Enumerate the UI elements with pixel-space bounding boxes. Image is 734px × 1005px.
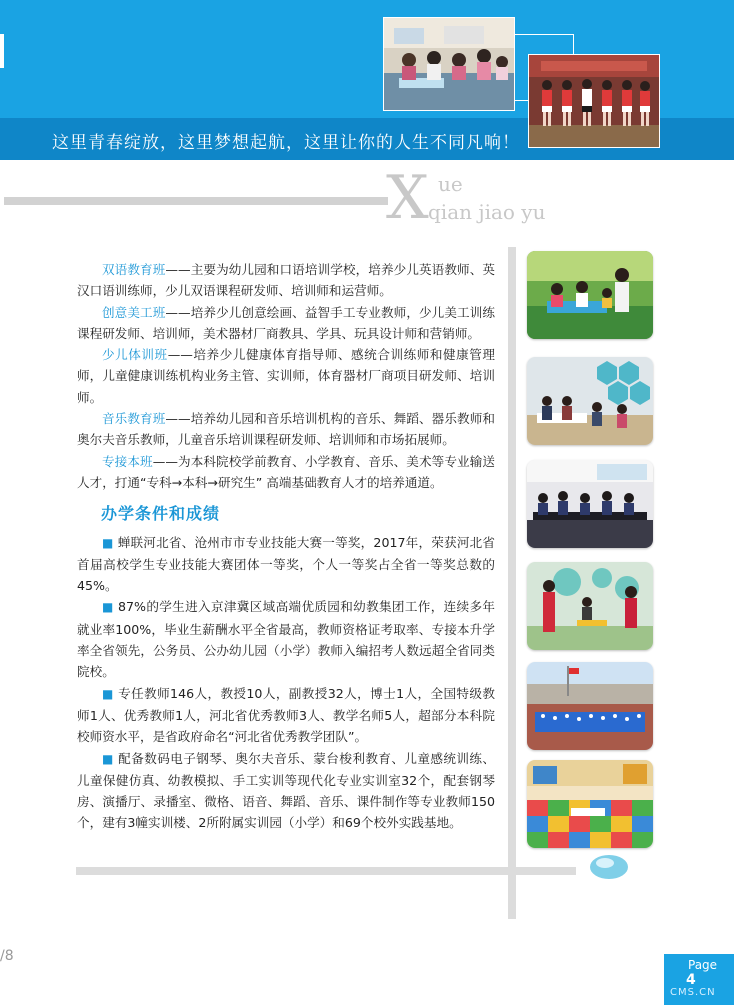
achievement-paragraph: ■ 蝉联河北省、沧州市市专业技能大赛一等奖，2017年，荣获河北省首届高校学生专业技能大赛团体一等奖，个人一等奖占全省一等奖总数的45%。 xyxy=(77,534,495,594)
section-heading: 办学条件和成绩 xyxy=(101,504,221,524)
program-paragraph xyxy=(77,259,495,302)
page-badge-number: 4 xyxy=(686,972,696,988)
program-description: ——培养幼儿园和音乐培训机构的音乐、舞蹈、器乐教师和奥尔夫音乐教师，儿童音乐培训课程研发师、培训师和市场拓展师。 xyxy=(77,411,496,448)
banner-photo-performance xyxy=(528,54,660,148)
program-name: 少儿体训班 xyxy=(102,347,168,363)
achievement-paragraph: ■ 专任教师146人，教授10人，副教授32人，博士1人，全国特级教师1人、优秀教师1人，河北省优秀教师3人、教学名师5人，超部分本科院校师资水平，是省政府命名“河北省优秀教学团队”。 xyxy=(77,685,495,745)
program-name: 双语教育班 xyxy=(102,262,166,277)
program-description: ——培养少儿创意绘画、益智手工专业教师，少儿美工训练课程研发师、培训师，美术器材厂商教具、学具、玩具设计师和营销师。 xyxy=(77,304,496,341)
page-badge-label: Page xyxy=(688,958,718,972)
photo-connector-line xyxy=(513,100,528,101)
side-photo-hexagon-room xyxy=(527,357,653,445)
bullet-square-icon: ■ xyxy=(102,751,114,766)
achievement-paragraph: ■ 87%的学生进入京津冀区域高端优质园和幼教集团工作，连续多年就业率100%，毕业生薪酬水平全省最高，教师资格证考取率、专接本升学率全省领先，公务员、公办幼儿园（小学）教师入编招考人数远超全省同类院校。 xyxy=(77,599,495,680)
program-paragraph xyxy=(77,302,495,345)
bullet-square-icon: ■ xyxy=(102,686,114,701)
program-paragraph xyxy=(77,451,495,494)
program-name: 创意美工班 xyxy=(102,304,166,320)
page-badge-watermark: CMS.CN xyxy=(670,987,716,998)
photo-connector-line xyxy=(513,34,573,35)
side-photo-sensory-training xyxy=(527,562,653,650)
page-fraction: /8 xyxy=(0,948,14,964)
article-body xyxy=(77,259,495,834)
bottom-divider-bar xyxy=(76,867,576,875)
decorative-drop-icon xyxy=(589,852,629,880)
program-name: 专接本班 xyxy=(102,453,153,469)
program-description: ——主要为幼儿园和口语培训学校，培养少儿英语教师、英汉口语训练师，少儿双语课程研发师、培训师和运营师。 xyxy=(77,262,496,299)
banner-photo-classroom xyxy=(383,17,515,111)
page-badge xyxy=(664,954,734,1005)
bullet-square-icon: ■ xyxy=(102,600,114,615)
decorative-line-2: qian jiao yu xyxy=(428,200,546,224)
vertical-divider-bar xyxy=(508,247,516,919)
side-photo-playroom xyxy=(527,760,653,848)
decorative-line-1: ue xyxy=(438,172,463,196)
side-photo-children-activity xyxy=(527,251,653,339)
program-name: 音乐教育班 xyxy=(102,411,166,427)
banner-slogan: 这里青春绽放，这里梦想起航，这里让你的人生不同凡响！ xyxy=(52,133,520,153)
achievement-paragraph: ■ 配备数码电子钢琴、奥尔夫音乐、蒙台梭利教育、儿童感统训练、儿童保健仿真、幼教模拟、手工实训等现代化专业实训室32个，配套钢琴房、演播厅、录播室、微格、语音、舞蹈、音乐、课件制作等专业教师150个，建有3幢实训楼、2所附属实训园（小学）和69个校外实践基地。 xyxy=(77,750,495,831)
program-description: ——培养少儿健康体育指导师、感统合训练师和健康管理师，儿童健康训练机构业务主管、实训师，体育器材厂商项目研发师、培训师。 xyxy=(77,347,496,405)
side-photo-piano-lab xyxy=(527,460,653,548)
decorative-big-letter: X xyxy=(386,163,429,233)
bullet-square-icon: ■ xyxy=(102,535,114,550)
photo-connector-line xyxy=(573,34,574,54)
program-paragraph xyxy=(77,408,495,451)
banner-left-tab xyxy=(0,34,4,68)
top-divider-bar xyxy=(4,197,388,205)
program-description: ——为本科院校学前教育、小学教育、音乐、美术等专业输送人才，打通“专科→本科→研究生” 高端基础教育人才的培养通道。 xyxy=(77,453,496,490)
side-photo-campus-sports xyxy=(527,662,653,750)
program-paragraph xyxy=(77,344,495,408)
